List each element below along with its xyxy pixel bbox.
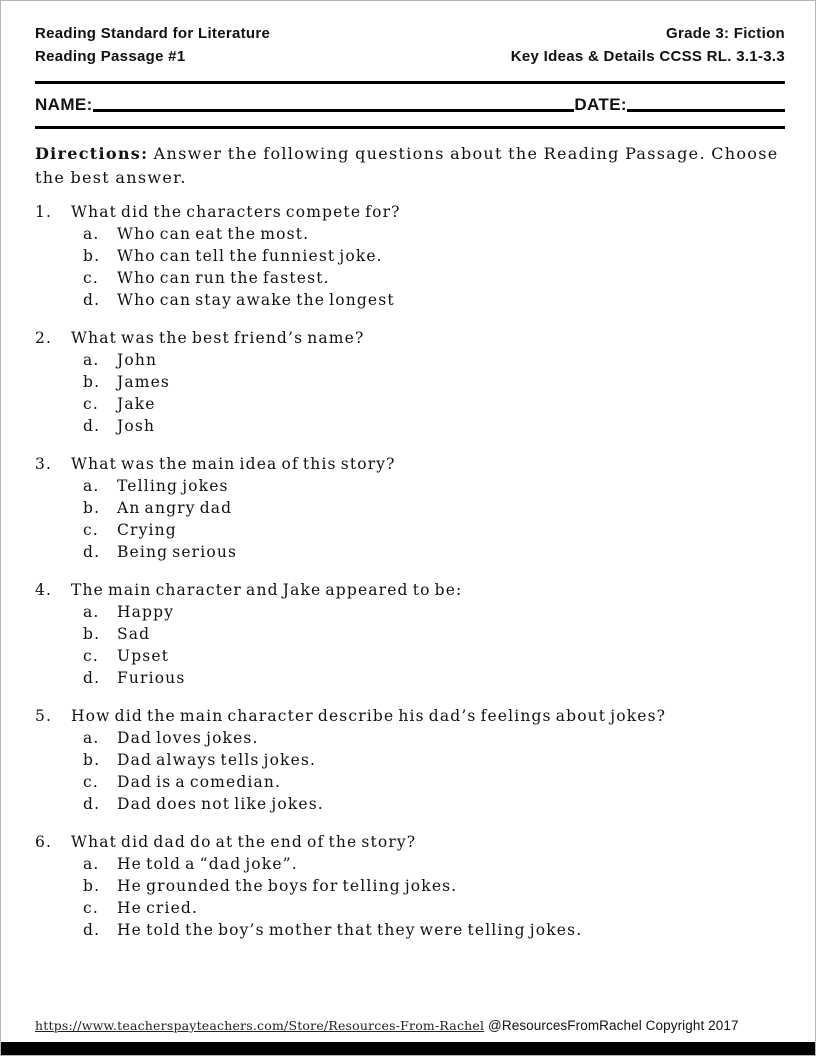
choices: [83, 853, 785, 941]
choice-row: [83, 371, 785, 393]
question-block: [35, 327, 785, 437]
choice-text: Who can stay awake the longest: [117, 291, 395, 309]
footer-link[interactable]: https://www.teacherspayteachers.com/Store/Resources-From-Rachel: [35, 1018, 485, 1033]
directions-text: Answer the following questions about the Reading Passage. Choose the best answer.: [35, 144, 779, 187]
choice-text: Furious: [117, 669, 186, 687]
choice-text: Sad: [117, 625, 151, 643]
choice-text: Telling jokes: [117, 477, 229, 495]
choice-letter: b.: [83, 499, 101, 517]
footer-credit: @ResourcesFromRachel Copyright 2017: [484, 1018, 739, 1033]
question-block: [35, 579, 785, 689]
choices: [83, 475, 785, 563]
choice-text: Dad does not like jokes.: [117, 795, 324, 813]
choice-row: [83, 267, 785, 289]
choice-letter: c.: [83, 395, 99, 413]
choice-row: [83, 349, 785, 371]
choice-letter: a.: [83, 729, 100, 747]
choice-letter: c.: [83, 773, 99, 791]
choice-text: Being serious: [117, 543, 238, 561]
choice-text: Happy: [117, 603, 175, 621]
choice-row: [83, 393, 785, 415]
choice-letter: d.: [83, 795, 101, 813]
choice-letter: a.: [83, 477, 100, 495]
question-number: 1.: [35, 203, 53, 221]
choice-letter: d.: [83, 543, 101, 561]
choices: [83, 727, 785, 815]
choice-letter: b.: [83, 625, 101, 643]
choice-text: Dad is a comedian.: [117, 773, 282, 791]
question-block: [35, 453, 785, 563]
choice-letter: d.: [83, 291, 101, 309]
choice-row: [83, 727, 785, 749]
question-line: [35, 201, 785, 223]
choice-letter: d.: [83, 669, 101, 687]
question-number: 4.: [35, 581, 53, 599]
choice-text: Upset: [117, 647, 170, 665]
choice-row: [83, 667, 785, 689]
choice-text: Who can tell the funniest joke.: [117, 247, 383, 265]
question-line: [35, 327, 785, 349]
question-text: What was the main idea of this story?: [71, 455, 396, 473]
question-number: 6.: [35, 833, 53, 851]
question-block: [35, 831, 785, 941]
question-text: What was the best friend’s name?: [71, 329, 365, 347]
name-date-row: [35, 95, 785, 115]
choice-text: Dad always tells jokes.: [117, 751, 317, 769]
choice-text: He grounded the boys for telling jokes.: [117, 877, 458, 895]
choice-letter: c.: [83, 647, 99, 665]
footer-black-bar: [1, 1042, 815, 1055]
choice-text: He told a “dad joke”.: [117, 855, 298, 873]
choice-letter: d.: [83, 921, 101, 939]
divider-top: [35, 81, 785, 84]
choice-letter: c.: [83, 899, 99, 917]
choice-letter: d.: [83, 417, 101, 435]
choice-row: [83, 623, 785, 645]
choice-row: [83, 897, 785, 919]
question-block: [35, 705, 785, 815]
choice-text: John: [117, 351, 158, 369]
question-line: [35, 705, 785, 727]
choice-text: Who can run the fastest.: [117, 269, 330, 287]
choice-row: [83, 223, 785, 245]
directions-label: Directions:: [35, 144, 149, 163]
choice-row: [83, 771, 785, 793]
choice-row: [83, 645, 785, 667]
choice-row: [83, 541, 785, 563]
choice-row: [83, 919, 785, 941]
choices: [83, 223, 785, 311]
question-block: [35, 201, 785, 311]
choice-letter: b.: [83, 373, 101, 391]
choice-letter: b.: [83, 877, 101, 895]
question-number: 5.: [35, 707, 53, 725]
choice-row: [83, 245, 785, 267]
choice-row: [83, 749, 785, 771]
header: [35, 23, 785, 68]
choice-row: [83, 519, 785, 541]
choice-row: [83, 875, 785, 897]
question-number: 3.: [35, 455, 53, 473]
choice-text: Crying: [117, 521, 177, 539]
question-number: 2.: [35, 329, 53, 347]
question-line: [35, 453, 785, 475]
grade-label: Grade 3: Fiction: [666, 25, 785, 42]
ccss-label: Key Ideas & Details CCSS RL. 3.1-3.3: [510, 47, 785, 65]
choice-letter: a.: [83, 351, 100, 369]
choice-letter: c.: [83, 269, 99, 287]
header-right: [511, 23, 785, 68]
choice-text: He told the boy’s mother that they were telling jokes.: [117, 921, 583, 939]
choice-row: [83, 793, 785, 815]
header-left: [35, 23, 270, 68]
choice-text: Jake: [117, 395, 156, 413]
choices: [83, 349, 785, 437]
choice-text: He cried.: [117, 899, 199, 917]
choice-letter: a.: [83, 225, 100, 243]
standard-title: Reading Standard for Literature: [35, 25, 271, 42]
question-line: [35, 831, 785, 853]
choice-row: [83, 497, 785, 519]
question-text: The main character and Jake appeared to be:: [71, 581, 463, 599]
choice-row: [83, 475, 785, 497]
question-text: What did the characters compete for?: [71, 203, 401, 221]
choice-row: [83, 853, 785, 875]
footer: [35, 1018, 787, 1034]
directions: [35, 142, 785, 190]
name-label: NAME:: [35, 95, 93, 114]
choice-text: Dad loves jokes.: [117, 729, 259, 747]
choice-letter: c.: [83, 521, 99, 539]
choice-text: James: [117, 373, 171, 391]
choice-row: [83, 601, 785, 623]
choice-letter: b.: [83, 751, 101, 769]
date-blank-line: [627, 109, 785, 112]
name-blank-line: [93, 109, 575, 112]
choice-letter: a.: [83, 603, 100, 621]
date-label: DATE:: [574, 95, 627, 114]
question-line: [35, 579, 785, 601]
choices: [83, 601, 785, 689]
questions-list: [35, 201, 785, 941]
choice-letter: a.: [83, 855, 100, 873]
choice-row: [83, 415, 785, 437]
choice-row: [83, 289, 785, 311]
choice-letter: b.: [83, 247, 101, 265]
passage-number: Reading Passage #1: [35, 47, 186, 65]
choice-text: Who can eat the most.: [117, 225, 310, 243]
question-text: What did dad do at the end of the story?: [71, 833, 417, 851]
choice-text: Josh: [117, 417, 156, 435]
divider-under-name: [35, 126, 785, 129]
choice-text: An angry dad: [117, 499, 233, 517]
question-text: How did the main character describe his dad’s feelings about jokes?: [71, 707, 667, 725]
